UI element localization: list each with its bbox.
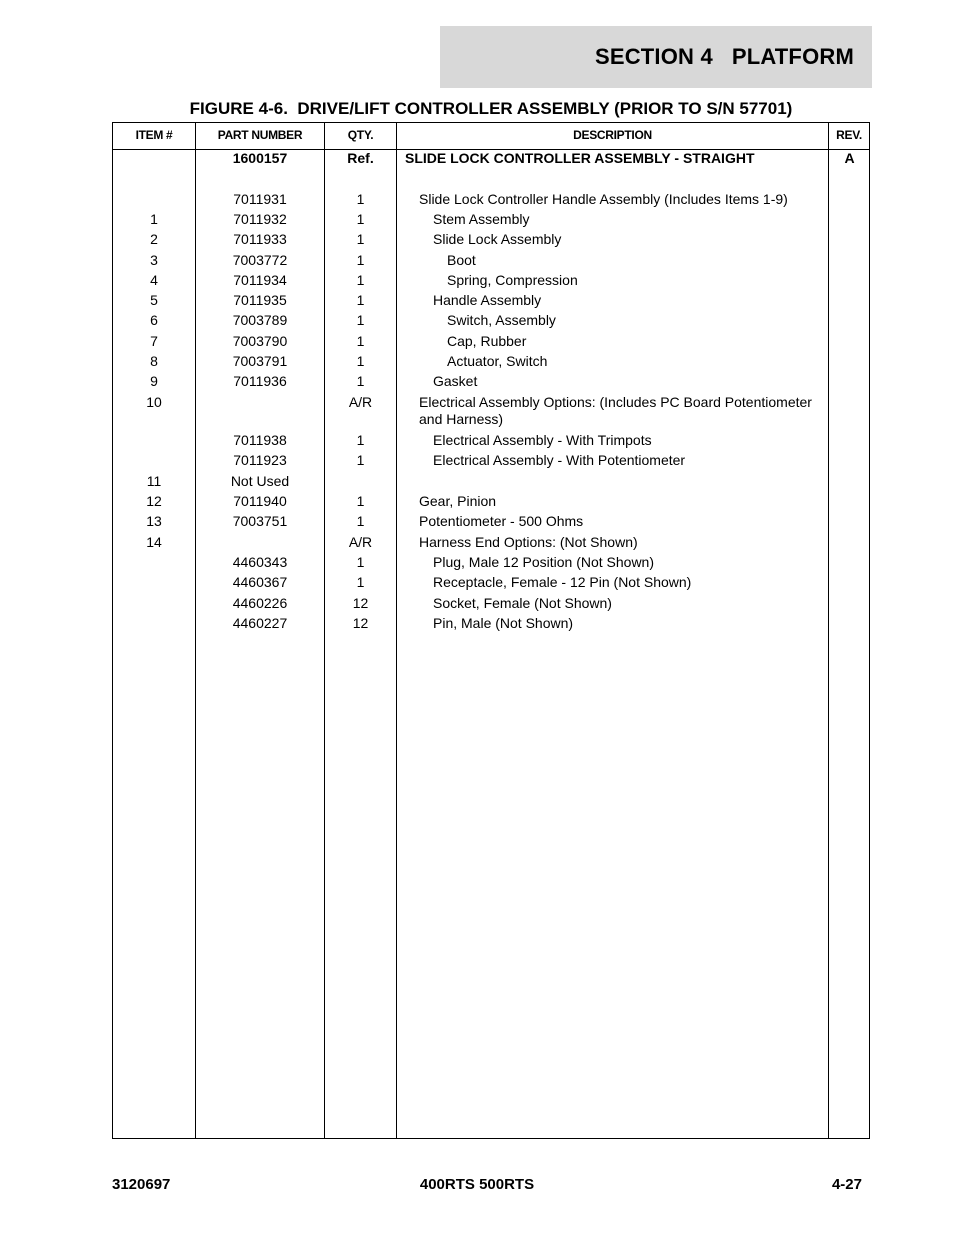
qty-cell: 1 — [356, 513, 365, 529]
part-number-cell: 7011931 — [233, 191, 287, 207]
part-number-cell: 1600157 — [232, 150, 288, 166]
table-row — [113, 574, 869, 594]
description-cell: Boot — [447, 252, 476, 268]
section-title: SECTION 4 PLATFORM — [594, 44, 854, 69]
table-row — [113, 595, 869, 615]
table-row — [113, 252, 869, 272]
qty-cell: 1 — [356, 312, 365, 328]
item-cell: 14 — [146, 534, 162, 550]
table-row — [113, 272, 869, 292]
item-cell: 3 — [150, 252, 158, 268]
description-cell: Spring, Compression — [447, 272, 578, 288]
qty-cell: A/R — [348, 534, 373, 550]
part-number-cell: 7011936 — [233, 373, 287, 389]
part-number-cell: 4460367 — [232, 574, 288, 590]
qty-cell: 1 — [356, 373, 365, 389]
table-row — [113, 150, 869, 170]
qty-cell: 1 — [356, 231, 365, 247]
column-header-description: DESCRIPTION — [573, 128, 652, 142]
qty-cell: 1 — [356, 554, 365, 570]
qty-cell: 1 — [356, 333, 365, 349]
part-number-cell: Not Used — [230, 473, 290, 489]
item-cell: 10 — [146, 394, 162, 410]
table-row — [113, 493, 869, 513]
qty-cell: 1 — [356, 191, 365, 207]
description-cell: Switch, Assembly — [447, 312, 556, 328]
figure-title: FIGURE 4-6. DRIVE/LIFT CONTROLLER ASSEMBLY (PRIOR TO S/N 57701) — [189, 99, 793, 118]
table-row — [113, 452, 869, 472]
part-number-cell: 4460226 — [232, 595, 288, 611]
table-row — [113, 333, 869, 353]
qty-cell: 1 — [356, 432, 365, 448]
table-row — [113, 534, 869, 554]
description-cell: Slide Lock Assembly — [433, 231, 562, 247]
description-cell: Potentiometer - 500 Ohms — [419, 513, 584, 529]
part-number-cell: 7011934 — [233, 272, 287, 288]
qty-cell: A/R — [348, 394, 373, 410]
qty-cell: Ref. — [347, 150, 374, 166]
item-cell: 13 — [146, 513, 162, 529]
description-cell: Gasket — [433, 373, 478, 389]
part-number-cell: 7011933 — [233, 231, 287, 247]
part-number-cell: 7003772 — [232, 252, 288, 268]
parts-table — [112, 122, 870, 1139]
table-row — [113, 312, 869, 332]
description-cell: Actuator, Switch — [447, 353, 548, 369]
description-cell: Harness End Options: (Not Shown) — [419, 534, 638, 550]
description-cell: Gear, Pinion — [419, 493, 497, 509]
qty-cell: 1 — [356, 211, 365, 227]
table-row — [113, 191, 869, 211]
column-header-rev: REV. — [836, 128, 862, 142]
part-number-cell: 7003791 — [232, 353, 288, 369]
item-cell: 12 — [146, 493, 162, 509]
part-number-cell: 4460227 — [232, 615, 288, 631]
table-row — [113, 170, 869, 190]
table-row — [113, 554, 869, 574]
description-cell: Electrical Assembly - With Potentiometer — [433, 452, 686, 468]
item-cell: 6 — [150, 312, 158, 328]
qty-cell: 12 — [352, 595, 369, 611]
column-header-part-number: PART NUMBER — [217, 128, 303, 142]
item-cell: 11 — [146, 473, 162, 489]
part-number-cell: 7011923 — [233, 452, 287, 468]
part-number-cell: 7011935 — [233, 292, 287, 308]
qty-cell: 1 — [356, 574, 365, 590]
item-cell: 7 — [150, 333, 158, 349]
item-cell: 1 — [150, 211, 158, 227]
qty-cell: 1 — [356, 252, 365, 268]
part-number-cell: 7011938 — [233, 432, 287, 448]
description-cell: Plug, Male 12 Position (Not Shown) — [433, 554, 654, 570]
table-row — [113, 513, 869, 533]
part-number-cell: 4460343 — [232, 554, 288, 570]
footer-doc-number: 3120697 — [112, 1176, 171, 1193]
section-banner — [440, 26, 872, 88]
table-row — [113, 353, 869, 373]
table-row — [113, 432, 869, 452]
description-cell: Pin, Male (Not Shown) — [433, 615, 574, 631]
description-cell: Electrical Assembly Options: (Includes PC Board Potentiometer and Harness) — [419, 394, 812, 427]
footer-model: 400RTS 500RTS — [419, 1176, 535, 1193]
description-cell: Receptacle, Female - 12 Pin (Not Shown) — [433, 574, 692, 590]
description-cell: Electrical Assembly - With Trimpots — [433, 432, 652, 448]
description-cell: Handle Assembly — [433, 292, 542, 308]
qty-cell: 1 — [356, 292, 365, 308]
part-number-cell: 7011932 — [233, 211, 287, 227]
qty-cell: 12 — [352, 615, 369, 631]
table-row — [113, 373, 869, 393]
item-cell: 4 — [150, 272, 158, 288]
footer-page-number: 4-27 — [831, 1176, 862, 1193]
table-row — [113, 292, 869, 312]
description-cell: Socket, Female (Not Shown) — [433, 595, 612, 611]
rev-cell: A — [844, 150, 855, 166]
table-row — [113, 394, 869, 433]
column-header-qty: QTY. — [347, 128, 374, 142]
part-number-cell: 7003751 — [232, 513, 288, 529]
part-number-cell: 7011940 — [233, 493, 287, 509]
description-cell: Slide Lock Controller Handle Assembly (Includes Items 1-9) — [419, 191, 788, 207]
qty-cell: 1 — [356, 452, 365, 468]
qty-cell: 1 — [356, 272, 365, 288]
table-row — [113, 211, 869, 231]
table-row — [113, 473, 869, 493]
part-number-cell: 7003790 — [232, 333, 288, 349]
column-header-item: ITEM # — [135, 128, 173, 142]
description-cell: SLIDE LOCK CONTROLLER ASSEMBLY - STRAIGHT — [405, 150, 755, 166]
table-row — [113, 231, 869, 251]
item-cell: 9 — [150, 373, 158, 389]
table-row — [113, 615, 869, 635]
item-cell: 5 — [150, 292, 158, 308]
part-number-cell: 7003789 — [232, 312, 288, 328]
description-cell: Stem Assembly — [433, 211, 530, 227]
qty-cell: 1 — [356, 353, 365, 369]
qty-cell: 1 — [356, 493, 365, 509]
item-cell: 8 — [150, 353, 158, 369]
item-cell: 2 — [150, 231, 158, 247]
description-cell: Cap, Rubber — [447, 333, 527, 349]
